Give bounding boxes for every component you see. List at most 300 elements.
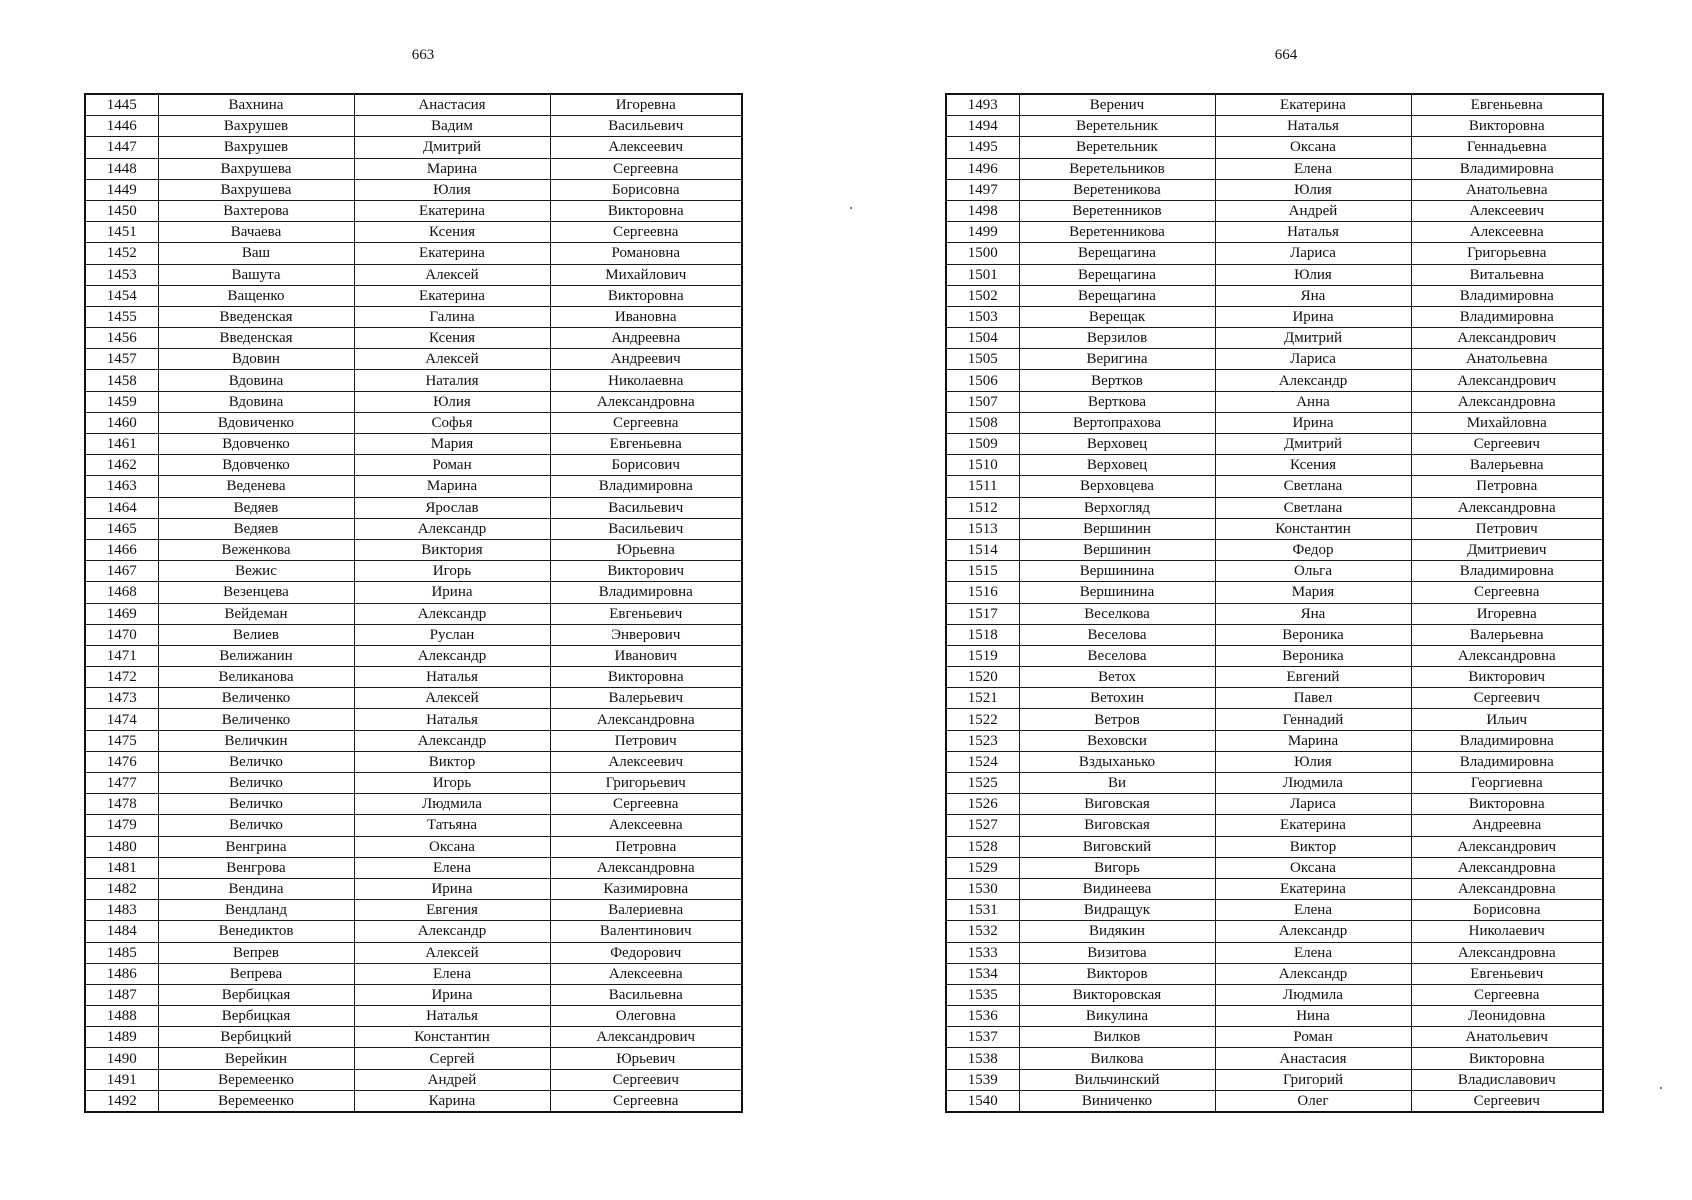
surname-cell: Веселова xyxy=(1019,624,1215,645)
first-name-cell: Екатерина xyxy=(354,243,550,264)
patronymic-cell: Алексеевна xyxy=(550,963,742,984)
table-row xyxy=(946,306,1603,327)
table-row xyxy=(85,306,742,327)
surname-cell: Видинеева xyxy=(1019,878,1215,899)
table-row xyxy=(85,539,742,560)
patronymic-cell: Владимировна xyxy=(550,476,742,497)
surname-cell: Вепрев xyxy=(158,942,354,963)
surname-cell: Величко xyxy=(158,773,354,794)
patronymic-cell: Анатольевна xyxy=(1411,349,1603,370)
first-name-cell: Александр xyxy=(354,645,550,666)
patronymic-cell: Викторович xyxy=(1411,667,1603,688)
first-name-cell: Юлия xyxy=(354,391,550,412)
table-row xyxy=(946,328,1603,349)
row-number-cell: 1459 xyxy=(85,391,158,412)
table-row xyxy=(946,222,1603,243)
row-number-cell: 1508 xyxy=(946,412,1019,433)
row-number-cell: 1500 xyxy=(946,243,1019,264)
row-number-cell: 1452 xyxy=(85,243,158,264)
surname-cell: Верзилов xyxy=(1019,328,1215,349)
first-name-cell: Оксана xyxy=(1215,137,1411,158)
patronymic-cell: Александровна xyxy=(1411,942,1603,963)
first-name-cell: Алексей xyxy=(354,688,550,709)
row-number-cell: 1461 xyxy=(85,434,158,455)
surname-cell: Верещагина xyxy=(1019,264,1215,285)
patronymic-cell: Викторовна xyxy=(550,667,742,688)
surname-cell: Ваш xyxy=(158,243,354,264)
patronymic-cell: Юрьевна xyxy=(550,539,742,560)
first-name-cell: Дмитрий xyxy=(1215,328,1411,349)
first-name-cell: Наталья xyxy=(354,1006,550,1027)
table-row xyxy=(85,709,742,730)
surname-cell: Вершинин xyxy=(1019,539,1215,560)
patronymic-cell: Владимировна xyxy=(550,582,742,603)
first-name-cell: Марина xyxy=(1215,730,1411,751)
row-number-cell: 1512 xyxy=(946,497,1019,518)
table-row xyxy=(85,984,742,1005)
table-row xyxy=(85,878,742,899)
first-name-cell: Светлана xyxy=(1215,476,1411,497)
patronymic-cell: Андреевна xyxy=(1411,815,1603,836)
surname-cell: Величко xyxy=(158,751,354,772)
surname-cell: Веретельников xyxy=(1019,158,1215,179)
table-row xyxy=(85,179,742,200)
table-row xyxy=(85,751,742,772)
surname-cell: Вахнина xyxy=(158,94,354,116)
table-row xyxy=(946,1006,1603,1027)
row-number-cell: 1484 xyxy=(85,921,158,942)
table-row xyxy=(85,137,742,158)
first-name-cell: Екатерина xyxy=(1215,94,1411,116)
first-name-cell: Людмила xyxy=(1215,984,1411,1005)
first-name-cell: Олег xyxy=(1215,1090,1411,1112)
first-name-cell: Оксана xyxy=(354,836,550,857)
patronymic-cell: Валентинович xyxy=(550,921,742,942)
patronymic-cell: Сергеевич xyxy=(1411,434,1603,455)
first-name-cell: Александр xyxy=(1215,370,1411,391)
patronymic-cell: Сергеевна xyxy=(550,412,742,433)
first-name-cell: Наталья xyxy=(354,709,550,730)
patronymic-cell: Казимировна xyxy=(550,878,742,899)
table-row xyxy=(946,645,1603,666)
surname-cell: Вдовченко xyxy=(158,434,354,455)
first-name-cell: Андрей xyxy=(1215,200,1411,221)
first-name-cell: Людмила xyxy=(1215,773,1411,794)
roster-table-left xyxy=(84,93,743,1113)
patronymic-cell: Владимировна xyxy=(1411,751,1603,772)
row-number-cell: 1507 xyxy=(946,391,1019,412)
patronymic-cell: Валерьевич xyxy=(550,688,742,709)
surname-cell: Ведяев xyxy=(158,518,354,539)
first-name-cell: Вероника xyxy=(1215,624,1411,645)
table-row xyxy=(85,391,742,412)
table-row xyxy=(85,222,742,243)
table-row xyxy=(946,942,1603,963)
surname-cell: Велиев xyxy=(158,624,354,645)
surname-cell: Веселова xyxy=(1019,645,1215,666)
table-row xyxy=(946,857,1603,878)
first-name-cell: Роман xyxy=(1215,1027,1411,1048)
table-row xyxy=(946,137,1603,158)
patronymic-cell: Алексеевич xyxy=(1411,200,1603,221)
patronymic-cell: Петрович xyxy=(550,730,742,751)
surname-cell: Ващенко xyxy=(158,285,354,306)
row-number-cell: 1476 xyxy=(85,751,158,772)
patronymic-cell: Сергеевна xyxy=(550,1090,742,1112)
table-row xyxy=(946,349,1603,370)
row-number-cell: 1487 xyxy=(85,984,158,1005)
row-number-cell: 1472 xyxy=(85,667,158,688)
first-name-cell: Ксения xyxy=(1215,455,1411,476)
surname-cell: Верещагина xyxy=(1019,243,1215,264)
row-number-cell: 1537 xyxy=(946,1027,1019,1048)
table-row xyxy=(85,1090,742,1112)
patronymic-cell: Владиславович xyxy=(1411,1069,1603,1090)
surname-cell: Ветохин xyxy=(1019,688,1215,709)
table-row xyxy=(85,561,742,582)
table-row xyxy=(946,794,1603,815)
first-name-cell: Александр xyxy=(354,603,550,624)
row-number-cell: 1520 xyxy=(946,667,1019,688)
patronymic-cell: Сергеевна xyxy=(550,794,742,815)
surname-cell: Верховец xyxy=(1019,434,1215,455)
first-name-cell: Алексей xyxy=(354,942,550,963)
patronymic-cell: Анатольевич xyxy=(1411,1027,1603,1048)
patronymic-cell: Георгиевна xyxy=(1411,773,1603,794)
patronymic-cell: Александровна xyxy=(1411,497,1603,518)
surname-cell: Веретеникова xyxy=(1019,179,1215,200)
row-number-cell: 1540 xyxy=(946,1090,1019,1112)
surname-cell: Видякин xyxy=(1019,921,1215,942)
surname-cell: Вздыханько xyxy=(1019,751,1215,772)
surname-cell: Веремеенко xyxy=(158,1069,354,1090)
surname-cell: Величенко xyxy=(158,709,354,730)
surname-cell: Вертков xyxy=(1019,370,1215,391)
table-row xyxy=(85,200,742,221)
surname-cell: Веселкова xyxy=(1019,603,1215,624)
surname-cell: Верховец xyxy=(1019,455,1215,476)
row-number-cell: 1516 xyxy=(946,582,1019,603)
table-row xyxy=(85,370,742,391)
patronymic-cell: Викторович xyxy=(550,561,742,582)
surname-cell: Виниченко xyxy=(1019,1090,1215,1112)
row-number-cell: 1525 xyxy=(946,773,1019,794)
patronymic-cell: Александровна xyxy=(550,709,742,730)
surname-cell: Веженкова xyxy=(158,539,354,560)
first-name-cell: Вадим xyxy=(354,116,550,137)
table-row xyxy=(946,518,1603,539)
table-row xyxy=(85,963,742,984)
row-number-cell: 1456 xyxy=(85,328,158,349)
first-name-cell: Марина xyxy=(354,476,550,497)
table-row xyxy=(85,900,742,921)
row-number-cell: 1481 xyxy=(85,857,158,878)
first-name-cell: Людмила xyxy=(354,794,550,815)
first-name-cell: Ксения xyxy=(354,222,550,243)
table-row xyxy=(85,497,742,518)
surname-cell: Везенцева xyxy=(158,582,354,603)
patronymic-cell: Петровна xyxy=(1411,476,1603,497)
surname-cell: Веховски xyxy=(1019,730,1215,751)
table-row xyxy=(946,264,1603,285)
surname-cell: Вильчинский xyxy=(1019,1069,1215,1090)
patronymic-cell: Петрович xyxy=(1411,518,1603,539)
row-number-cell: 1458 xyxy=(85,370,158,391)
first-name-cell: Нина xyxy=(1215,1006,1411,1027)
row-number-cell: 1465 xyxy=(85,518,158,539)
surname-cell: Введенская xyxy=(158,306,354,327)
first-name-cell: Галина xyxy=(354,306,550,327)
patronymic-cell: Викторовна xyxy=(1411,116,1603,137)
first-name-cell: Мария xyxy=(354,434,550,455)
table-row xyxy=(946,179,1603,200)
patronymic-cell: Викторовна xyxy=(1411,794,1603,815)
roster-table-right xyxy=(945,93,1604,1113)
row-number-cell: 1469 xyxy=(85,603,158,624)
table-row xyxy=(946,963,1603,984)
row-number-cell: 1535 xyxy=(946,984,1019,1005)
surname-cell: Величкин xyxy=(158,730,354,751)
surname-cell: Вдовиченко xyxy=(158,412,354,433)
surname-cell: Вербицкая xyxy=(158,1006,354,1027)
first-name-cell: Юлия xyxy=(1215,264,1411,285)
table-row xyxy=(85,476,742,497)
surname-cell: Вендланд xyxy=(158,900,354,921)
row-number-cell: 1482 xyxy=(85,878,158,899)
patronymic-cell: Сергеевна xyxy=(550,222,742,243)
table-row xyxy=(946,243,1603,264)
patronymic-cell: Николаевна xyxy=(550,370,742,391)
patronymic-cell: Владимировна xyxy=(1411,285,1603,306)
patronymic-cell: Васильевич xyxy=(550,497,742,518)
scan-speck xyxy=(850,207,852,209)
patronymic-cell: Васильевич xyxy=(550,116,742,137)
row-number-cell: 1506 xyxy=(946,370,1019,391)
patronymic-cell: Александровна xyxy=(550,857,742,878)
table-row xyxy=(85,434,742,455)
first-name-cell: Наталья xyxy=(354,667,550,688)
row-number-cell: 1486 xyxy=(85,963,158,984)
surname-cell: Верхогляд xyxy=(1019,497,1215,518)
first-name-cell: Руслан xyxy=(354,624,550,645)
table-row xyxy=(85,942,742,963)
table-row xyxy=(946,773,1603,794)
table-row xyxy=(85,158,742,179)
row-number-cell: 1449 xyxy=(85,179,158,200)
row-number-cell: 1488 xyxy=(85,1006,158,1027)
table-row xyxy=(946,370,1603,391)
surname-cell: Вахтерова xyxy=(158,200,354,221)
row-number-cell: 1477 xyxy=(85,773,158,794)
table-row xyxy=(946,878,1603,899)
first-name-cell: Елена xyxy=(1215,942,1411,963)
first-name-cell: Софья xyxy=(354,412,550,433)
first-name-cell: Игорь xyxy=(354,561,550,582)
row-number-cell: 1498 xyxy=(946,200,1019,221)
row-number-cell: 1524 xyxy=(946,751,1019,772)
first-name-cell: Григорий xyxy=(1215,1069,1411,1090)
first-name-cell: Екатерина xyxy=(1215,878,1411,899)
surname-cell: Вдовина xyxy=(158,391,354,412)
surname-cell: Виговская xyxy=(1019,815,1215,836)
patronymic-cell: Игоревна xyxy=(1411,603,1603,624)
table-row xyxy=(85,116,742,137)
patronymic-cell: Валерьевна xyxy=(1411,455,1603,476)
row-number-cell: 1463 xyxy=(85,476,158,497)
first-name-cell: Мария xyxy=(1215,582,1411,603)
first-name-cell: Екатерина xyxy=(354,285,550,306)
table-row xyxy=(85,285,742,306)
patronymic-cell: Григорьевна xyxy=(1411,243,1603,264)
patronymic-cell: Ивановна xyxy=(550,306,742,327)
row-number-cell: 1533 xyxy=(946,942,1019,963)
first-name-cell: Евгения xyxy=(354,900,550,921)
patronymic-cell: Алексеевна xyxy=(1411,222,1603,243)
patronymic-cell: Витальевна xyxy=(1411,264,1603,285)
first-name-cell: Юлия xyxy=(1215,179,1411,200)
table-row xyxy=(946,94,1603,116)
patronymic-cell: Валериевна xyxy=(550,900,742,921)
first-name-cell: Елена xyxy=(354,857,550,878)
first-name-cell: Виктор xyxy=(354,751,550,772)
row-number-cell: 1526 xyxy=(946,794,1019,815)
first-name-cell: Константин xyxy=(1215,518,1411,539)
first-name-cell: Наталия xyxy=(354,370,550,391)
page-number-right: 664 xyxy=(1274,47,1298,63)
table-row xyxy=(946,539,1603,560)
first-name-cell: Анастасия xyxy=(354,94,550,116)
row-number-cell: 1471 xyxy=(85,645,158,666)
row-number-cell: 1504 xyxy=(946,328,1019,349)
table-row xyxy=(85,1027,742,1048)
row-number-cell: 1510 xyxy=(946,455,1019,476)
surname-cell: Веденева xyxy=(158,476,354,497)
patronymic-cell: Сергеевна xyxy=(1411,984,1603,1005)
patronymic-cell: Сергеевна xyxy=(550,158,742,179)
surname-cell: Величко xyxy=(158,815,354,836)
table-row xyxy=(946,1048,1603,1069)
patronymic-cell: Александрович xyxy=(1411,836,1603,857)
table-row xyxy=(85,667,742,688)
row-number-cell: 1474 xyxy=(85,709,158,730)
row-number-cell: 1485 xyxy=(85,942,158,963)
table-row xyxy=(85,94,742,116)
first-name-cell: Яна xyxy=(1215,285,1411,306)
row-number-cell: 1468 xyxy=(85,582,158,603)
surname-cell: Верещагина xyxy=(1019,285,1215,306)
surname-cell: Веретенников xyxy=(1019,200,1215,221)
row-number-cell: 1473 xyxy=(85,688,158,709)
surname-cell: Вахрушев xyxy=(158,137,354,158)
surname-cell: Венедиктов xyxy=(158,921,354,942)
first-name-cell: Лариса xyxy=(1215,794,1411,815)
surname-cell: Вахрушев xyxy=(158,116,354,137)
first-name-cell: Татьяна xyxy=(354,815,550,836)
table-row xyxy=(85,773,742,794)
table-row xyxy=(946,815,1603,836)
patronymic-cell: Михайлович xyxy=(550,264,742,285)
patronymic-cell: Иванович xyxy=(550,645,742,666)
row-number-cell: 1532 xyxy=(946,921,1019,942)
row-number-cell: 1447 xyxy=(85,137,158,158)
table-row xyxy=(85,1006,742,1027)
row-number-cell: 1494 xyxy=(946,116,1019,137)
surname-cell: Велижанин xyxy=(158,645,354,666)
surname-cell: Викулина xyxy=(1019,1006,1215,1027)
first-name-cell: Геннадий xyxy=(1215,709,1411,730)
surname-cell: Вахрушева xyxy=(158,158,354,179)
table-row xyxy=(85,412,742,433)
surname-cell: Ведяев xyxy=(158,497,354,518)
row-number-cell: 1497 xyxy=(946,179,1019,200)
table-row xyxy=(85,349,742,370)
patronymic-cell: Александрович xyxy=(1411,328,1603,349)
patronymic-cell: Петровна xyxy=(550,836,742,857)
patronymic-cell: Валерьевна xyxy=(1411,624,1603,645)
row-number-cell: 1480 xyxy=(85,836,158,857)
row-number-cell: 1490 xyxy=(85,1048,158,1069)
surname-cell: Вепрева xyxy=(158,963,354,984)
first-name-cell: Ксения xyxy=(354,328,550,349)
row-number-cell: 1460 xyxy=(85,412,158,433)
surname-cell: Вершинина xyxy=(1019,561,1215,582)
table-row xyxy=(946,921,1603,942)
row-number-cell: 1470 xyxy=(85,624,158,645)
first-name-cell: Ярослав xyxy=(354,497,550,518)
patronymic-cell: Сергеевич xyxy=(1411,688,1603,709)
table-row xyxy=(946,667,1603,688)
row-number-cell: 1492 xyxy=(85,1090,158,1112)
surname-cell: Вилков xyxy=(1019,1027,1215,1048)
surname-cell: Вертопрахова xyxy=(1019,412,1215,433)
row-number-cell: 1475 xyxy=(85,730,158,751)
table-row xyxy=(946,624,1603,645)
table-row xyxy=(85,518,742,539)
table-row xyxy=(85,1069,742,1090)
patronymic-cell: Борисовна xyxy=(1411,900,1603,921)
patronymic-cell: Алексеевич xyxy=(550,751,742,772)
patronymic-cell: Юрьевич xyxy=(550,1048,742,1069)
first-name-cell: Игорь xyxy=(354,773,550,794)
patronymic-cell: Романовна xyxy=(550,243,742,264)
surname-cell: Вербицкий xyxy=(158,1027,354,1048)
first-name-cell: Лариса xyxy=(1215,349,1411,370)
first-name-cell: Константин xyxy=(354,1027,550,1048)
row-number-cell: 1523 xyxy=(946,730,1019,751)
table-row xyxy=(946,116,1603,137)
row-number-cell: 1501 xyxy=(946,264,1019,285)
row-number-cell: 1467 xyxy=(85,561,158,582)
row-number-cell: 1489 xyxy=(85,1027,158,1048)
row-number-cell: 1479 xyxy=(85,815,158,836)
table-row xyxy=(85,243,742,264)
surname-cell: Вдовина xyxy=(158,370,354,391)
surname-cell: Виговский xyxy=(1019,836,1215,857)
patronymic-cell: Владимировна xyxy=(1411,561,1603,582)
patronymic-cell: Сергеевна xyxy=(1411,582,1603,603)
patronymic-cell: Дмитриевич xyxy=(1411,539,1603,560)
first-name-cell: Наталья xyxy=(1215,116,1411,137)
surname-cell: Великанова xyxy=(158,667,354,688)
first-name-cell: Александр xyxy=(354,518,550,539)
surname-cell: Венгрова xyxy=(158,857,354,878)
patronymic-cell: Борисович xyxy=(550,455,742,476)
first-name-cell: Екатерина xyxy=(1215,815,1411,836)
first-name-cell: Елена xyxy=(1215,158,1411,179)
table-row xyxy=(946,984,1603,1005)
row-number-cell: 1515 xyxy=(946,561,1019,582)
row-number-cell: 1466 xyxy=(85,539,158,560)
